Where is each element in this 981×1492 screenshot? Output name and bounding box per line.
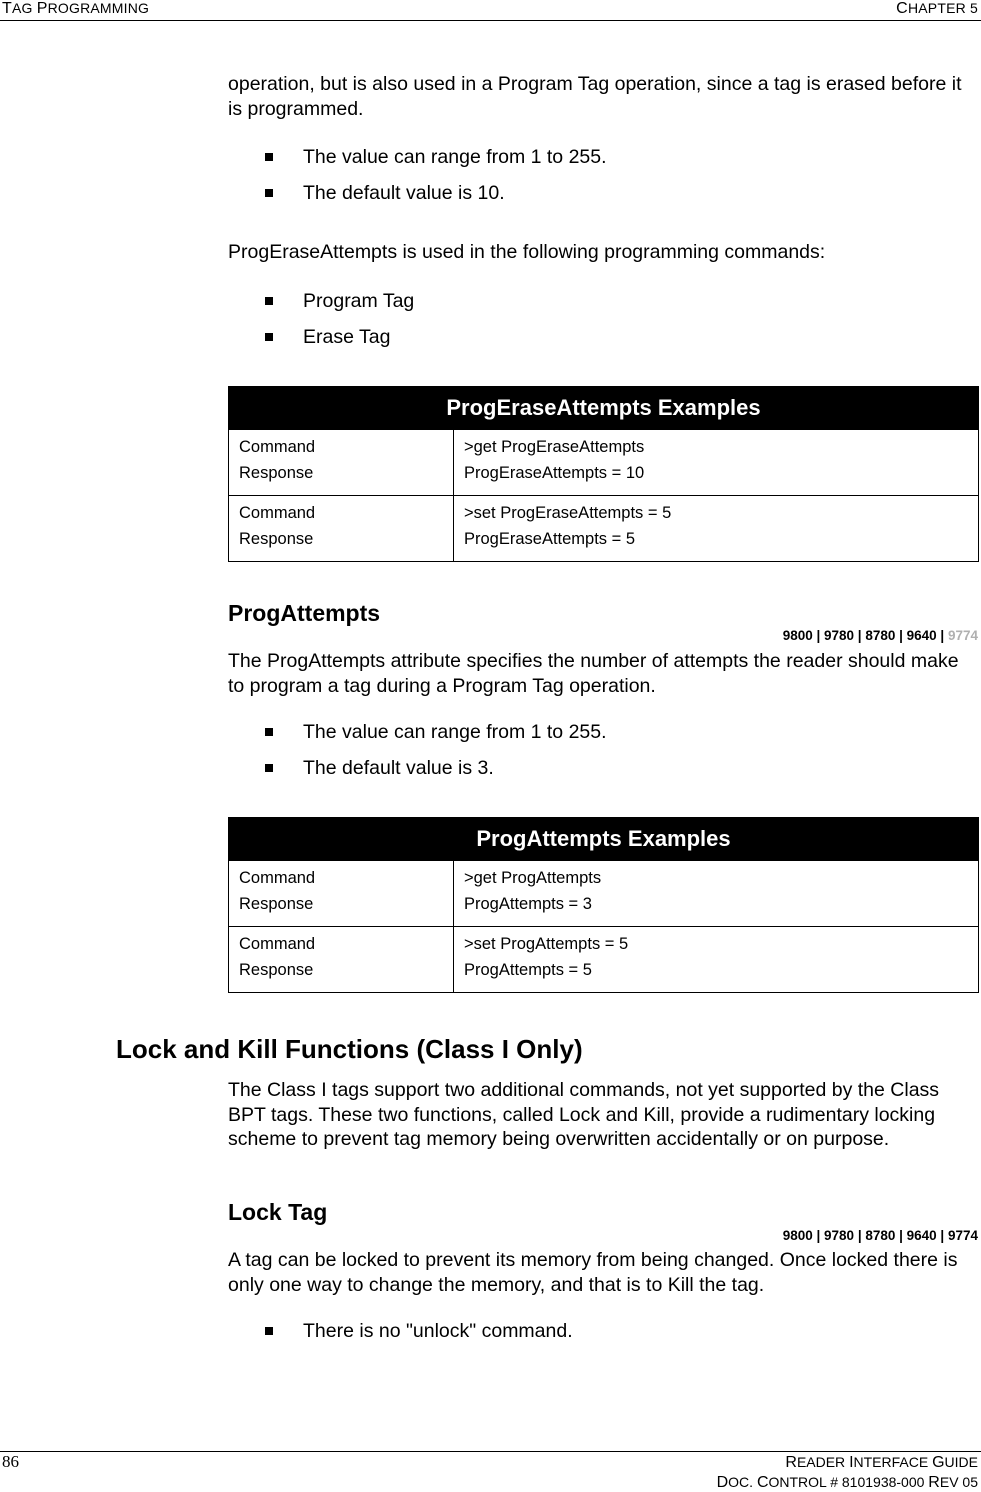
section-heading: ProgAttempts xyxy=(228,600,381,626)
progattempts-paragraph: The ProgAttempts attribute specifies the number of attempts the reader should make to program a tag during a Program Tag operation. xyxy=(228,650,959,697)
bullet-square-icon xyxy=(265,333,273,341)
table-title: ProgEraseAttempts Examples xyxy=(229,387,979,430)
prog-erase-attempts-table xyxy=(228,386,979,562)
bullet-square-icon xyxy=(265,1327,273,1335)
bullet-square-icon xyxy=(265,764,273,772)
lockkill-paragraph: The Class I tags support two additional commands, not yet supported by the Class BPT tags. These two functions, called Lock and Kill, provide a rudimentary locking scheme to prevent tag memory being overwritten accidentally or on purpose. xyxy=(228,1079,940,1150)
table-row: Command Response >get ProgAttempts ProgAttempts = 3 xyxy=(229,861,979,927)
table-row: Command Response >set ProgEraseAttempts = 5 ProgEraseAttempts = 5 xyxy=(229,496,979,562)
model-list: 9800 | 9780 | 8780 | 9640 | 9774 xyxy=(782,1228,978,1243)
usage-paragraph: ProgEraseAttempts is used in the following programming commands: xyxy=(228,241,826,263)
bullet-square-icon xyxy=(265,728,273,736)
model-list: 9800 | 9780 | 8780 | 9640 | 9774 xyxy=(782,628,978,643)
footer-rule xyxy=(0,1451,981,1452)
footer-doc-control: DOC. CONTROL # 8101938-000 REV 05 xyxy=(716,1474,978,1491)
chapter-section-heading: Lock and Kill Functions (Class I Only) xyxy=(116,1034,583,1064)
bullet-square-icon xyxy=(265,153,273,161)
section-heading: Lock Tag xyxy=(228,1199,328,1225)
bullet-square-icon xyxy=(265,189,273,197)
footer-guide-title: READER INTERFACE GUIDE xyxy=(785,1454,978,1471)
intro-paragraph: operation, but is also used in a Program Tag operation, since a tag is erased before it is programmed. xyxy=(228,73,962,120)
table-title: ProgAttempts Examples xyxy=(229,818,979,861)
bullet-square-icon xyxy=(265,297,273,305)
table-row: Command Response >get ProgEraseAttempts ProgEraseAttempts = 10 xyxy=(229,430,979,496)
running-header-left: TAG PROGRAMMING xyxy=(2,0,150,17)
locktag-paragraph: A tag can be locked to prevent its memory from being changed. Once locked there is only one way to change the memory, and that is to Kill the tag. xyxy=(228,1249,958,1296)
running-header-right: CHAPTER 5 xyxy=(896,0,978,17)
table-row: Command Response >set ProgAttempts = 5 ProgAttempts = 5 xyxy=(229,927,979,993)
header-rule xyxy=(0,20,981,21)
prog-attempts-table xyxy=(228,817,979,993)
page-number: 86 xyxy=(2,1452,19,1471)
